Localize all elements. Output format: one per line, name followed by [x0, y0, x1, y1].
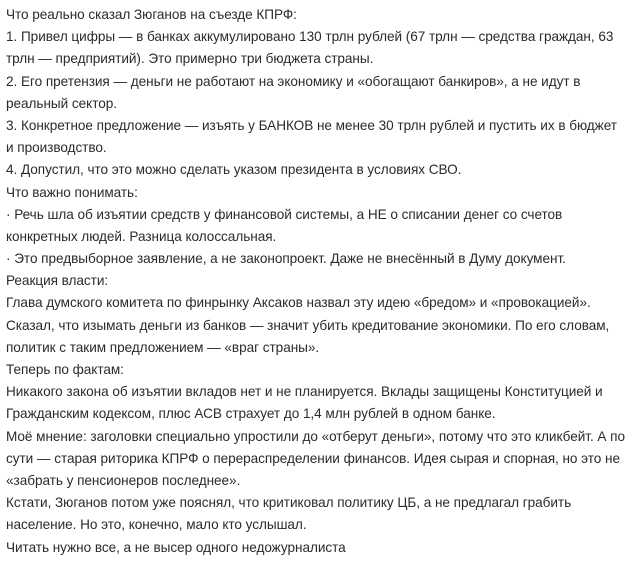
text-line: политик с таким предложением — «враг страны». [6, 339, 320, 355]
text-line: · Это предвыборное заявление, а не законопроект. Даже не внесённый в Думу документ. [6, 251, 566, 267]
text-line: население. Но это, конечно, мало кто услышал. [6, 517, 307, 533]
text-line: Гражданским кодексом, плюс АСВ страхует до 1,4 млн рублей в одном банке. [6, 406, 496, 422]
text-line: 4. Допустил, что это можно сделать указом президента в условиях СВО. [6, 162, 462, 178]
text-line: Никакого закона об изъятии вкладов нет и не планируется. Вклады защищены Конституцией и [6, 384, 603, 400]
section-heading: Реакция власти: [6, 273, 109, 289]
section-heading: Что важно понимать: [6, 184, 138, 200]
text-line: сути — старая риторика КПРФ о перераспределении финансов. Идея сырая и спорная, но это не [6, 450, 620, 466]
text-line: и производство. [6, 140, 107, 156]
text-line: Сказал, что изымать деньги из банков — значит убить кредитование экономики. По его словам, [6, 317, 610, 333]
text-line: Моё мнение: заголовки специально упростили до «отберут деньги», потому что это кликбейт. А по [6, 428, 625, 444]
text-line: 2. Его претензия — деньги не работают на экономику и «обогащают банкиров», а не идут в [6, 73, 581, 89]
text-line: конкретных людей. Разница колоссальная. [6, 228, 277, 244]
text-line: трлн — предприятий). Это примерно три бюджета страны. [6, 51, 374, 67]
section-heading: Теперь по фактам: [6, 362, 124, 377]
closing-line: Читать нужно все, а не высер одного недожурналиста [6, 539, 346, 555]
text-line: Кстати, Зюганов потом уже пояснял, что критиковал политику ЦБ, а не предлагал грабить [6, 495, 572, 511]
text-line: · Речь шла об изъятии средств у финансовой системы, а НЕ о списании денег со счетов [6, 206, 563, 222]
text-line: 3. Конкретное предложение — изъять у БАНКОВ не менее 30 трлн рублей и пустить их в бюджет [6, 117, 617, 133]
text-line: реальный сектор. [6, 95, 117, 111]
text-line: «забрать у пенсионеров последнее». [6, 472, 241, 488]
post-title-line: Что реально сказал Зюганов на съезде КПРФ: [6, 7, 297, 22]
text-line: Глава думского комитета по финрынку Аксаков назвал эту идею «бредом» и «провокацией». [6, 295, 591, 311]
text-line: 1. Привел цифры — в банках аккумулировано 130 трлн рублей (67 трлн — средства граждан, 63 [6, 29, 614, 45]
